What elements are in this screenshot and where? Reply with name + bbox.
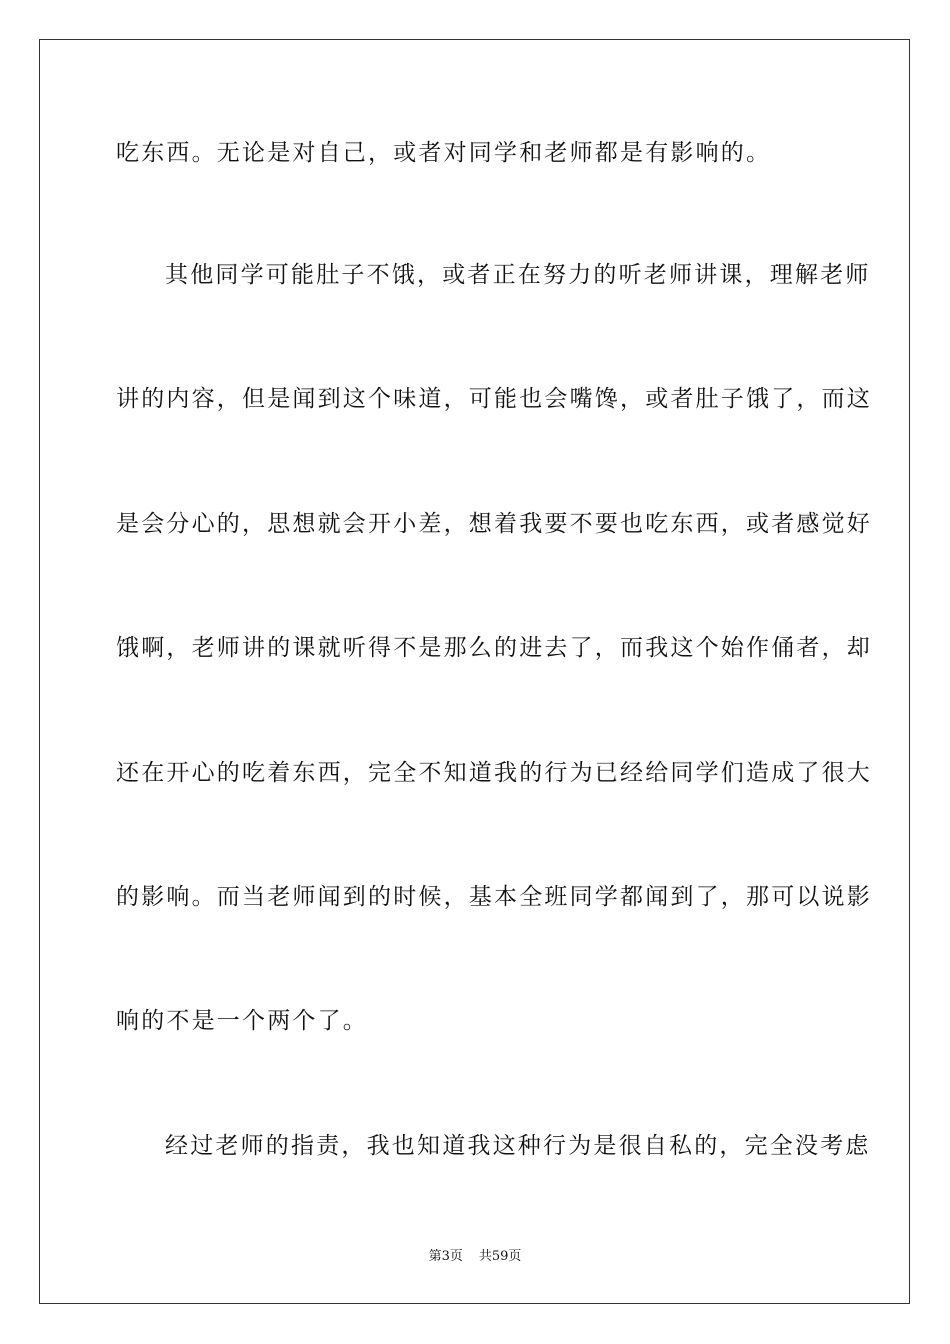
paragraph-start-line: 其他同学可能肚子不饿，或者正在努力的听老师讲课，理解老师 xyxy=(165,262,871,288)
page-number: 第3页 xyxy=(428,1249,463,1264)
body-text-line-4: 是会分心的，思想就会开小差，想着我要不要也吃东西，或者感觉好 xyxy=(116,511,872,537)
paragraph-start-line: 经过老师的指责，我也知道我这种行为是很自私的，完全没考虑 xyxy=(165,1133,871,1159)
body-text-line-7: 的影响。而当老师闻到的时候，基本全班同学都闻到了，那可以说影 xyxy=(116,884,872,910)
body-text-line-1: 吃东西。无论是对自己，或者对同学和老师都是有影响的。 xyxy=(116,140,772,166)
body-text-line-5: 饿啊，老师讲的课就听得不是那么的进去了，而我这个始作俑者，却 xyxy=(116,635,872,661)
body-text-line-3: 讲的内容，但是闻到这个味道，可能也会嘴馋，或者肚子饿了，而这 xyxy=(116,386,872,412)
body-text-line-6: 还在开心的吃着东西，完全不知道我的行为已经给同学们造成了很大 xyxy=(116,760,872,786)
page-footer xyxy=(0,1248,950,1266)
body-text-line-8: 响的不是一个两个了。 xyxy=(116,1008,368,1034)
page-border xyxy=(39,39,910,1304)
total-pages: 共59页 xyxy=(478,1249,522,1264)
